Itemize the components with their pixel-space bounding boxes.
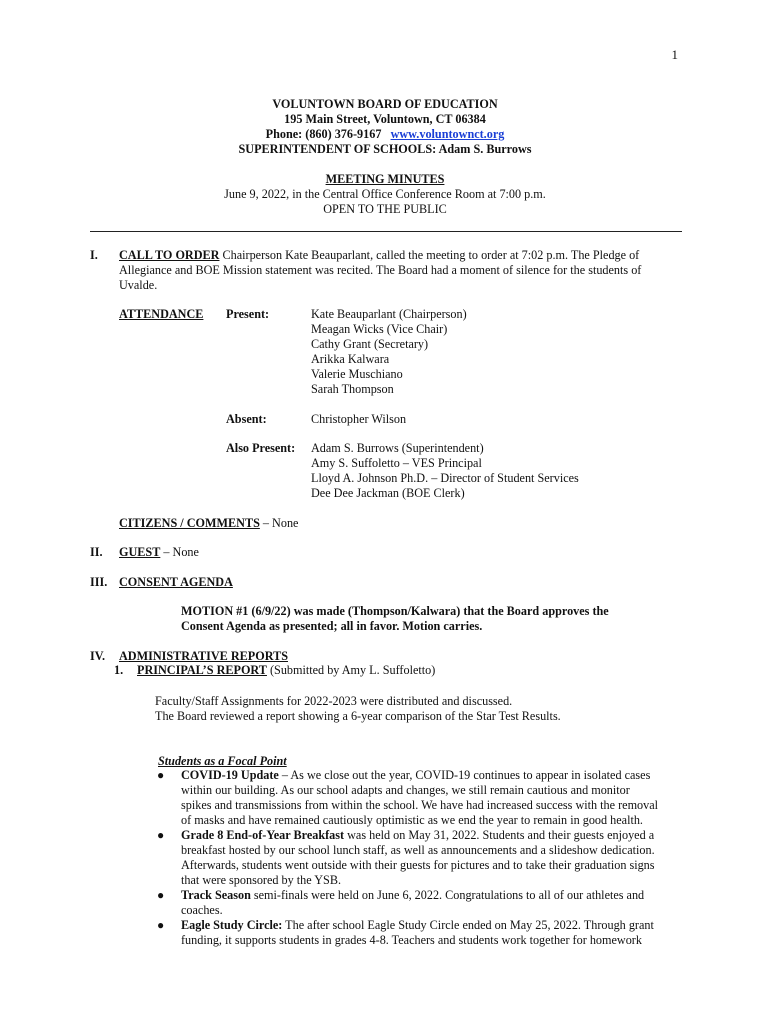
bullet-text: of masks and have remained cautiously optimistic as we end the year to remain in good health. — [181, 813, 643, 827]
bullet-text: Afterwards, students went outside with their guests for pictures and to take their graduation signs — [181, 858, 655, 872]
header-divider — [90, 231, 682, 232]
attendee: Adam S. Burrows (Superintendent) — [311, 441, 484, 455]
call-to-order-line-2: Allegiance and BOE Mission statement was recited. The Board had a moment of silence for the students of — [119, 263, 642, 277]
subsection-number: 1. — [114, 663, 124, 677]
principal-report-note: (Submitted by Amy L. Suffoletto) — [266, 663, 436, 677]
bullet-text: was held on May 31, 2022. Students and their guests enjoyed a — [344, 828, 655, 842]
bullet-icon: ● — [157, 918, 165, 932]
report-paragraph-line: The Board reviewed a report showing a 6-year comparison of the Star Test Results. — [155, 709, 561, 723]
bullet-text: The after school Eagle Study Circle ended on May 25, 2022. Through grant — [282, 918, 654, 932]
consent-heading: CONSENT AGENDA — [119, 575, 233, 589]
also-present-label: Also Present: — [226, 441, 296, 455]
citizens-heading: CITIZENS / COMMENTS — [119, 516, 260, 530]
principal-report-line — [137, 663, 435, 678]
minutes-title: MEETING MINUTES — [325, 172, 445, 186]
attendee: Amy S. Suffoletto – VES Principal — [311, 456, 482, 470]
attendee: Meagan Wicks (Vice Chair) — [311, 322, 448, 336]
section-number-2: II. — [90, 545, 103, 559]
attendee: Sarah Thompson — [311, 382, 394, 396]
focal-point-heading: Students as a Focal Point — [158, 754, 287, 768]
org-phone: Phone: (860) 376-9167 — [265, 127, 382, 141]
guest-line — [119, 545, 199, 560]
bullet-title: COVID-19 Update — [181, 768, 279, 782]
meeting-status: OPEN TO THE PUBLIC — [323, 202, 447, 216]
attendee: Lloyd A. Johnson Ph.D. – Director of Student Services — [311, 471, 579, 485]
org-contact-line — [0, 127, 770, 142]
meeting-date-location: June 9, 2022, in the Central Office Conference Room at 7:00 p.m. — [224, 187, 546, 201]
bullet-text: – As we close out the year, COVID-19 continues to appear in isolated cases — [278, 768, 651, 782]
bullet-text: spikes and transmissions from within the school. We have had increased success with the removal — [181, 798, 659, 812]
call-to-order-line-1 — [119, 248, 639, 263]
org-address: 195 Main Street, Voluntown, CT 06384 — [284, 112, 486, 126]
admin-heading: ADMINISTRATIVE REPORTS — [119, 649, 288, 663]
superintendent-line: SUPERINTENDENT OF SCHOOLS: Adam S. Burrows — [238, 142, 532, 156]
absent-label: Absent: — [226, 412, 267, 426]
website-link[interactable]: www.voluntownct.org — [390, 127, 505, 141]
motion-line-2: Consent Agenda as presented; all in favor. Motion carries. — [181, 619, 483, 633]
bullet-icon: ● — [157, 828, 165, 842]
citizens-value: – None — [259, 516, 299, 530]
present-label: Present: — [226, 307, 270, 321]
attendee: Cathy Grant (Secretary) — [311, 337, 429, 351]
principal-report-heading: PRINCIPAL’S REPORT — [137, 663, 267, 677]
bullet-text: that were sponsored by the YSB. — [181, 873, 341, 887]
call-to-order-heading: CALL TO ORDER — [119, 248, 220, 262]
bullet-title: Track Season — [181, 888, 251, 902]
bullet-title: Eagle Study Circle: — [181, 918, 283, 932]
section-number-4: IV. — [90, 649, 106, 663]
guest-heading: GUEST — [119, 545, 161, 559]
bullet-text: funding, it supports students in grades 4-8. Teachers and students work together for homework — [181, 933, 642, 947]
call-to-order-line-3: Uvalde. — [119, 278, 158, 292]
present-list — [311, 307, 467, 397]
bullet-text: within our building. As our school adapts and changes, we still remain cautious and monitor — [181, 783, 630, 797]
bullet-text: semi-finals were held on June 6, 2022. Congratulations to all of our athletes and — [250, 888, 645, 902]
call-to-order-text: Chairperson Kate Beauparlant, called the meeting to order at 7:02 p.m. The Pledge of — [219, 248, 640, 262]
bullet-title: Grade 8 End-of-Year Breakfast — [181, 828, 345, 842]
report-paragraph-line: Faculty/Staff Assignments for 2022-2023 were distributed and discussed. — [155, 694, 513, 708]
attendance-heading: ATTENDANCE — [119, 307, 204, 321]
also-present-list — [311, 441, 579, 501]
motion-line-1: MOTION #1 (6/9/22) was made (Thompson/Kalwara) that the Board approves the — [181, 604, 609, 618]
attendee: Kate Beauparlant (Chairperson) — [311, 307, 467, 321]
page-number: 1 — [671, 47, 678, 62]
attendee: Dee Dee Jackman (BOE Clerk) — [311, 486, 465, 500]
section-number-3: III. — [90, 575, 108, 589]
guest-value: – None — [160, 545, 199, 559]
bullet-text: breakfast hosted by our school lunch staff, as well as announcements and a slideshow dedication. — [181, 843, 655, 857]
bullet-icon: ● — [157, 888, 165, 902]
bullet-text: coaches. — [181, 903, 223, 917]
bullet-icon: ● — [157, 768, 165, 782]
absent-member: Christopher Wilson — [311, 412, 407, 426]
section-number-1: I. — [90, 248, 98, 262]
org-name: VOLUNTOWN BOARD OF EDUCATION — [272, 97, 498, 111]
attendee: Valerie Muschiano — [311, 367, 403, 381]
citizens-comments — [119, 516, 298, 531]
attendee: Arikka Kalwara — [311, 352, 390, 366]
